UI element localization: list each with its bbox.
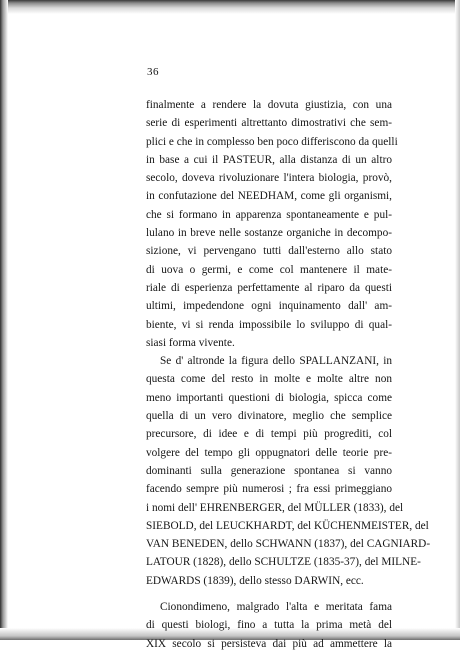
text-line: XIX secolo si persisteva dai più ad ammettere la bbox=[146, 637, 392, 650]
text-line: quella di un vero divinatore, meglio che semplice bbox=[146, 410, 392, 423]
scan-edge-right bbox=[455, 0, 460, 640]
text-line: di questi biologi, fino a tutta la prima metà del bbox=[146, 619, 392, 632]
page-number: 36 bbox=[147, 66, 159, 78]
text-line: finalmente a rendere la dovuta giustizia, con una bbox=[146, 99, 392, 111]
paragraph-gap bbox=[146, 590, 392, 598]
text-line: SIEBOLD, del LEUCKHARDT, del KÜCHENMEISTER, del bbox=[146, 519, 429, 532]
text-line: Cionondimeno, malgrado l'alta e meritata fama bbox=[160, 601, 392, 614]
text-line: i nomi dell' EHRENBERGER, del MÜLLER (1833), del bbox=[146, 501, 404, 514]
text-line: di uova o germi, e come col mantenere il mate- bbox=[146, 263, 392, 276]
text-line: biente, vi si renda impossibile lo sviluppo di qual- bbox=[146, 318, 392, 331]
scan-edge-top bbox=[0, 0, 460, 14]
text-line: LATOUR (1828), dello SCHULTZE (1835-37), del MILNE- bbox=[146, 556, 421, 569]
paragraph-1 bbox=[146, 96, 398, 352]
text-line: meno importanti questioni di biologia, spicca come bbox=[146, 391, 392, 404]
text-line: secolo, doveva rivoluzionare l'intera biologia, provò, bbox=[146, 172, 392, 185]
text-line: sizione, vi pervengano tutti dall'esterno allo stato bbox=[146, 245, 392, 258]
text-line: volgere del tempo gli oppugnatori delle teorie pre- bbox=[146, 446, 392, 459]
scan-edge-left bbox=[0, 0, 8, 640]
text-line: VAN BENEDEN, dello SCHWANN (1837), del CAGNIARD- bbox=[146, 538, 431, 551]
body-text bbox=[146, 96, 431, 653]
text-line: che si formano in apparenza spontaneamente e pul- bbox=[146, 208, 392, 221]
text-line: EDWARDS (1839), dello stesso DARWIN, ecc. bbox=[146, 574, 364, 587]
text-line: dominanti sulla generazione spontanea si vanno bbox=[146, 464, 392, 477]
text-line: in base a cui il PASTEUR, alla distanza di un altro bbox=[146, 153, 392, 166]
text-line: plici e che in complesso ben poco differiscono da quelli bbox=[146, 135, 398, 148]
text-line: riale di esperienza perfettamente al riparo da questi bbox=[146, 281, 392, 294]
paragraph-3 bbox=[146, 598, 392, 653]
text-line: lulano in breve nelle sostanze organiche in decompo- bbox=[146, 227, 392, 240]
text-line: in confutazione del NEEDHAM, come gli organismi, bbox=[146, 190, 392, 203]
text-line: Se d' altronde la figura dello SPALLANZANI, in bbox=[160, 355, 392, 368]
text-line: facendo sempre più numerosi ; fra essi primeggiano bbox=[146, 483, 392, 496]
text-line: siasi forma vivente. bbox=[146, 336, 235, 349]
paragraph-2 bbox=[146, 352, 431, 590]
text-line: serie di esperimenti altrettanto dimostrativi che sem- bbox=[146, 117, 392, 130]
text-line: ultimi, impedendone ogni inquinamento dall' am- bbox=[146, 300, 392, 313]
text-line: precursore, di idee e di tempi più progrediti, col bbox=[146, 428, 392, 441]
text-line: questa come del resto in molte e molte altre non bbox=[146, 373, 392, 386]
